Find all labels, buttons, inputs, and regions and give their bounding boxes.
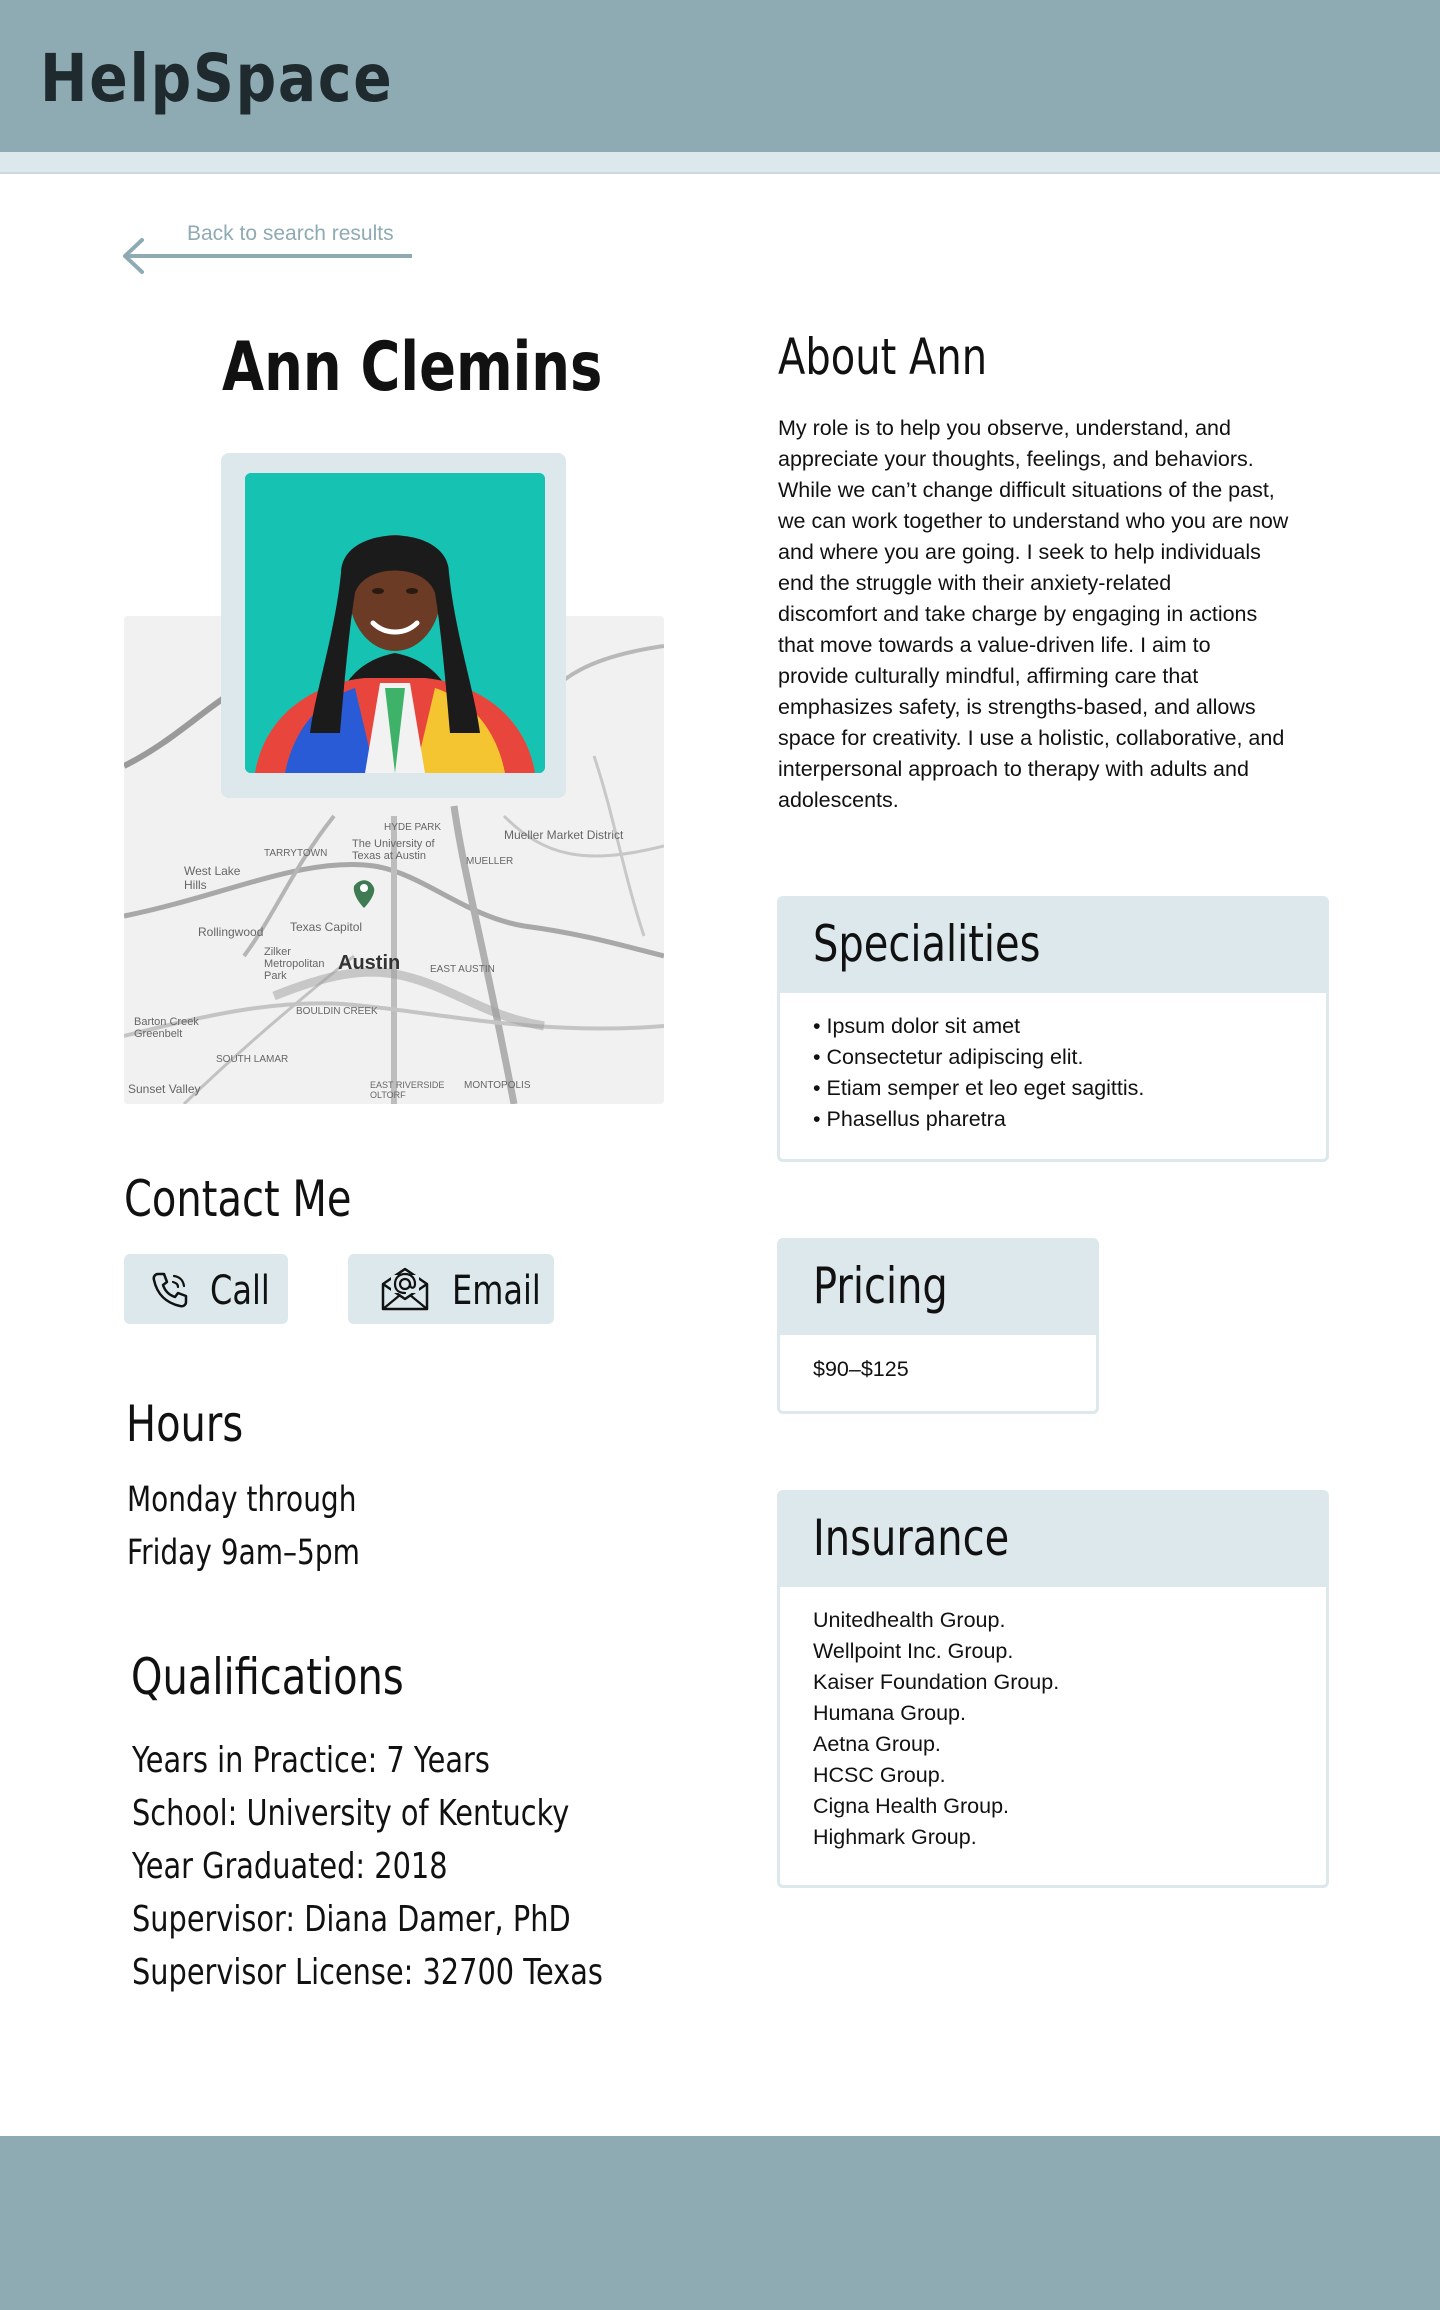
insurance-item: Wellpoint Inc. Group. xyxy=(813,1639,1014,1663)
map-label-south-lamar: SOUTH LAMAR xyxy=(216,1054,289,1065)
specialities-list xyxy=(813,1011,1144,1135)
header-bar xyxy=(0,0,1440,152)
hours-line: Friday 9am–5pm xyxy=(127,1533,360,1573)
map-label-rollingwood: Rollingwood xyxy=(198,925,264,939)
email-button-label[interactable]: Email xyxy=(452,1268,541,1314)
call-button-label[interactable]: Call xyxy=(210,1268,270,1314)
speciality-item: • Ipsum dolor sit amet xyxy=(813,1014,1021,1038)
insurance-card-header xyxy=(780,1493,1326,1587)
map-label-bouldin-creek: BOULDIN CREEK xyxy=(296,1006,378,1017)
contact-heading: Contact Me xyxy=(124,1170,352,1228)
map-label-zilker-park: Zilker Metropolitan Park xyxy=(264,946,325,982)
about-heading: About Ann xyxy=(778,328,988,386)
map-label-barton-creek: Barton Creek Greenbelt xyxy=(134,1016,199,1040)
speciality-item: • Etiam semper et leo eget sagittis. xyxy=(813,1076,1145,1100)
profile-photo xyxy=(245,473,545,773)
qualifications-list xyxy=(132,1734,603,1999)
map-label-hyde-park: HYDE PARK xyxy=(384,822,442,833)
map-label-austin: Austin xyxy=(338,952,401,974)
back-to-results-link[interactable] xyxy=(120,220,415,278)
map-label-mueller: MUELLER xyxy=(466,856,514,867)
app-logo[interactable]: HelpSpace xyxy=(40,40,394,117)
hours-line: Monday through xyxy=(127,1480,357,1520)
speciality-item: • Phasellus pharetra xyxy=(813,1107,1006,1131)
insurance-card xyxy=(777,1490,1329,1888)
about-line: space for creativity. I use a holistic, collaborative, and xyxy=(778,726,1285,750)
map-label-montopolis: MONTOPOLIS xyxy=(464,1080,531,1091)
map-label-texas-capitol: Texas Capitol xyxy=(290,920,363,934)
pricing-heading: Pricing xyxy=(813,1257,948,1315)
about-line: My role is to help you observe, understand, and xyxy=(778,416,1231,440)
insurance-heading: Insurance xyxy=(813,1509,1010,1567)
arrow-left-icon xyxy=(120,236,415,276)
qualifications-heading: Qualifications xyxy=(131,1648,404,1706)
about-line: provide culturally mindful, affirming care that xyxy=(778,664,1199,688)
therapist-name: Ann Clemins xyxy=(222,328,603,407)
envelope-at-icon xyxy=(380,1266,430,1312)
map-label-ut-austin: The University of Texas at Austin xyxy=(352,838,435,862)
about-line: and where you are going. I seek to help individuals xyxy=(778,540,1261,564)
email-button[interactable] xyxy=(348,1254,554,1324)
hours-heading: Hours xyxy=(126,1395,244,1453)
about-line: appreciate your thoughts, feelings, and behaviors. xyxy=(778,447,1254,471)
map-label-tarrytown: TARRYTOWN xyxy=(264,848,328,859)
qualification-item: Years in Practice: 7 Years xyxy=(132,1740,490,1781)
insurance-item: Cigna Health Group. xyxy=(813,1794,1009,1818)
about-line: discomfort and take charge by engaging in actions xyxy=(778,602,1258,626)
insurance-item: Aetna Group. xyxy=(813,1732,941,1756)
about-line: we can work together to understand who you are now xyxy=(778,509,1289,533)
qualification-item: Supervisor: Diana Damer, PhD xyxy=(132,1899,571,1940)
about-text xyxy=(778,413,1338,816)
insurance-list xyxy=(813,1605,1059,1853)
footer-bar xyxy=(0,2136,1440,2310)
phone-icon xyxy=(148,1268,192,1312)
speciality-item: • Consectetur adipiscing elit. xyxy=(813,1045,1084,1069)
header-divider xyxy=(0,152,1440,174)
specialities-heading: Specialities xyxy=(813,915,1041,973)
pricing-value: $90–$125 xyxy=(813,1357,909,1381)
insurance-item: Humana Group. xyxy=(813,1701,966,1725)
specialities-card xyxy=(777,896,1329,1162)
insurance-item: Highmark Group. xyxy=(813,1825,977,1849)
about-line: adolescents. xyxy=(778,788,899,812)
about-line: end the struggle with their anxiety-related xyxy=(778,571,1172,595)
insurance-item: Unitedhealth Group. xyxy=(813,1608,1006,1632)
specialities-card-header xyxy=(780,899,1326,993)
about-line: While we can’t change difficult situations of the past, xyxy=(778,478,1275,502)
about-line: that move towards a value-driven life. I aim to xyxy=(778,633,1211,657)
about-line: interpersonal approach to therapy with adults and xyxy=(778,757,1249,781)
about-line: emphasizes safety, is strengths-based, and allows xyxy=(778,695,1256,719)
pricing-card xyxy=(777,1238,1099,1414)
hours-text xyxy=(127,1474,360,1580)
insurance-item: HCSC Group. xyxy=(813,1763,946,1787)
map-label-sunset-valley: Sunset Valley xyxy=(128,1082,201,1096)
qualification-item: Supervisor License: 32700 Texas xyxy=(132,1952,603,1993)
map-label-east-austin: EAST AUSTIN xyxy=(430,964,495,975)
qualification-item: Year Graduated: 2018 xyxy=(132,1846,448,1887)
portrait-illustration xyxy=(245,473,545,773)
map-label-mueller-market: Mueller Market District xyxy=(504,828,624,842)
call-button[interactable] xyxy=(124,1254,288,1324)
pricing-card-header xyxy=(780,1241,1096,1335)
qualification-item: School: University of Kentucky xyxy=(132,1793,570,1834)
insurance-item: Kaiser Foundation Group. xyxy=(813,1670,1060,1694)
map-label-west-lake-hills: West Lake Hills xyxy=(184,864,241,892)
back-link-label[interactable]: Back to search results xyxy=(187,222,394,245)
map-label-east-riverside: EAST RIVERSIDE OLTORF xyxy=(370,1080,445,1100)
